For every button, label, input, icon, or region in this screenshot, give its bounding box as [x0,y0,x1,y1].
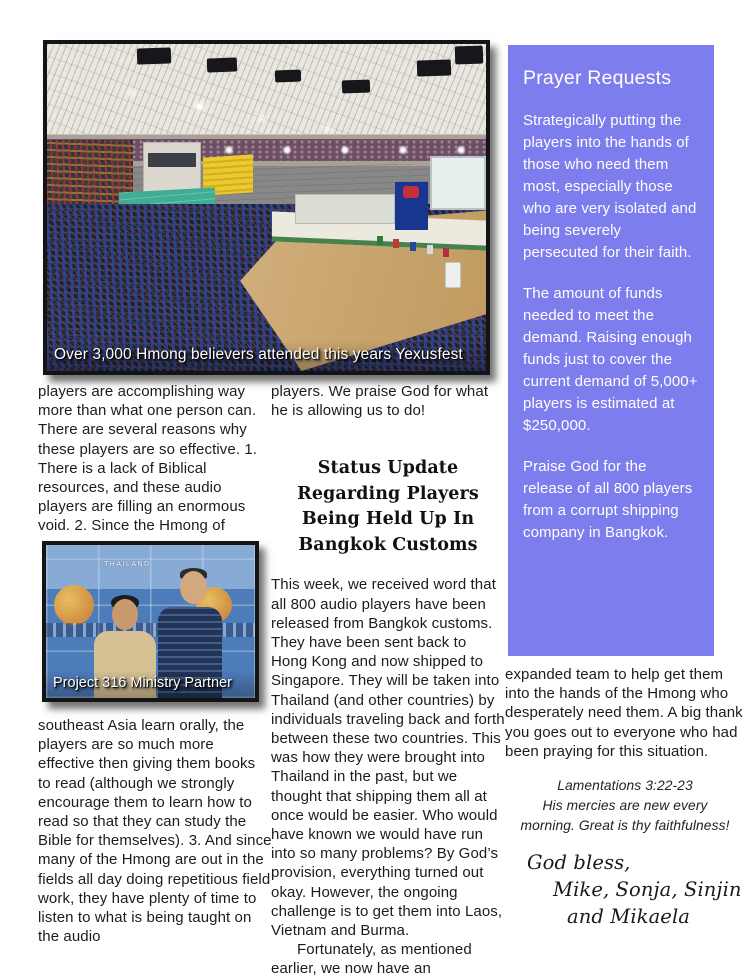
speaker-rig [275,70,301,83]
signature-line: Mike, Sonja, Sinjin [553,878,742,902]
prayer-requests-panel [508,45,714,656]
stage-banner [395,182,428,230]
left-column-paragraph-1: players are accomplishing way more than what one person can. There are several reasons why these players are so effective. 1. There is a lack of Biblical resources, and these audio players are filling an enormous void. 2. Since the Hmong of [38,383,258,535]
speaker-rig [342,80,370,94]
signature-block [505,849,745,930]
arena-ceiling [47,44,486,136]
poster-gold-circle [54,585,94,625]
signature-line: and Mikaela [567,905,691,929]
speaker-rig [417,59,452,76]
banner-logo [403,186,419,198]
prayer-requests-title: Prayer Requests [523,67,672,89]
missionary-man-head [180,571,207,604]
arena-photo [43,40,490,375]
partner-man-head [112,599,138,630]
stage-screen [430,156,486,210]
scripture-reference: Lamentations 3:22-23 [557,778,693,794]
booth-window [148,153,196,167]
signature-line: God bless, [527,851,631,875]
poster-text: THAILAND [104,561,151,568]
right-column [505,665,745,930]
speaker-rig [455,46,484,65]
middle-column [271,382,505,977]
right-column-paragraph: expanded team to help get them into the hands of the Hmong who desperately need them. A big thank you goes out to everyone who had been praying for this situation. [505,666,743,760]
status-update-heading: Status Update Regarding Players Being Held Up In Bangkok Customs [297,458,479,555]
prayer-request-item: The amount of funds needed to meet the demand. Raising enough funds just to cover the current demand of 5,000+ players is estimated at $250,000. [523,285,698,434]
ceiling-lights [197,104,202,109]
middle-body: This week, we received word that all 800 audio players have been released from Bangkok customs. They have been sent back to Hong Kong and now shipped to Singapore. They will be taken into Thailand (and other countries) by individuals traveling back and forth between these two countries. This was how they were brought into Thailand in the past, but we thought that shipping them all at once would be easier. Who would have known we would have run into so many problems? By God’s provision, everything turned out okay. However, the ongoing challenge is to get them into Laos, Vietnam and Burma. [271,576,505,940]
speaker-rig [137,47,172,64]
prayer-request-item: Praise God for the release of all 800 players from a corrupt shipping company in Bangkok. [523,458,693,541]
prayer-request-item: Strategically putting the players into the hands of those who need them most, especially those who are very isolated and being severely persecuted for their faith. [523,112,697,261]
scripture-text-line: His mercies are new every [542,798,708,814]
left-column-paragraph-2: southeast Asia learn orally, the players are so much more effective then giving them books to read (although we strongly encourage them to learn how to read so that they can study the Bible for themselves). 3. And since many of the Hmong are out in the fields all day doing repetitious field work, they have plenty of time to listen to what is being taught on the audio [38,717,272,946]
scripture-text-line: morning. Great is thy faithfulness! [520,818,730,834]
middle-intro: players. We praise God for what he is allowing us to do! [271,383,489,420]
scripture-quote [505,776,745,836]
portable-ac-unit [445,262,461,288]
middle-body-continued: Fortunately, as mentioned earlier, we now have an [271,941,472,977]
arena-photo-caption: Over 3,000 Hmong believers attended this years Yexusfest [47,341,486,371]
ministry-partner-photo [42,541,259,702]
speaker-rig [207,57,237,72]
stage-backdrop-panel [295,194,395,224]
partner-photo-caption: Project 316 Ministry Partner [46,670,255,698]
stage-flags [377,236,383,245]
